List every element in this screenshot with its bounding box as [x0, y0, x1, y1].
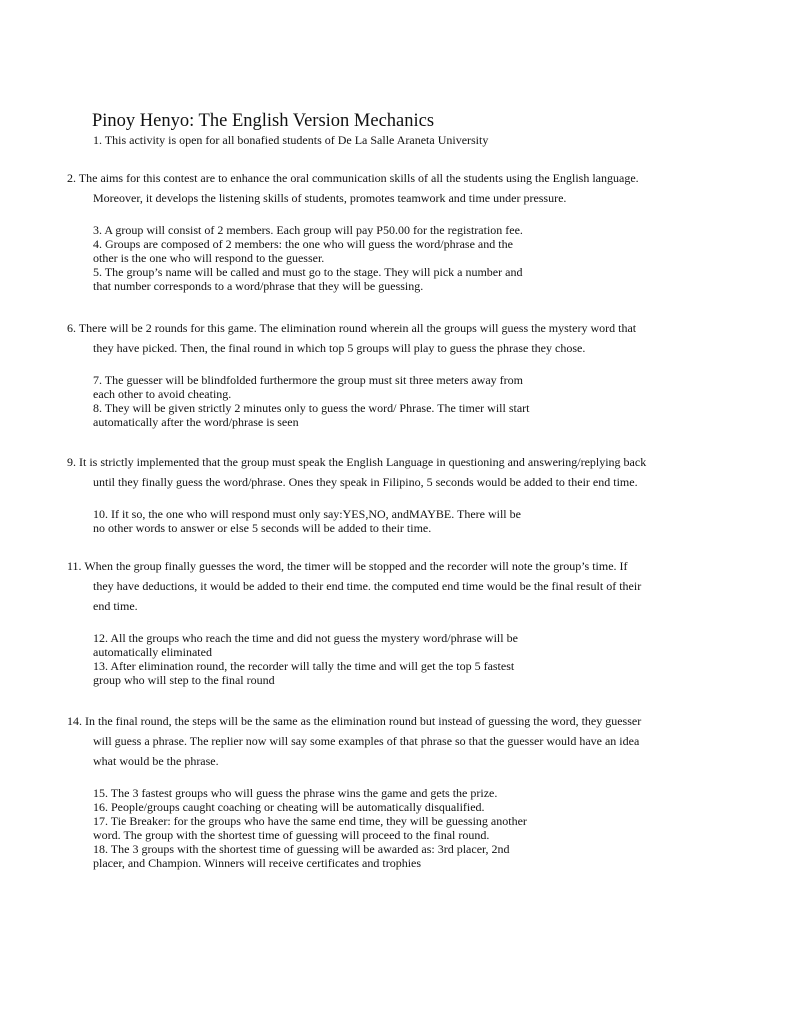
document-title: Pinoy Henyo: The English Version Mechanics: [92, 111, 435, 131]
rule-1: [93, 133, 488, 147]
rule-line: 13. After elimination round, the recorder will tally the time and will get the top 5 fastest: [93, 659, 515, 673]
rule-11: [67, 556, 641, 616]
rule-line: until they finally guess the word/phrase. Ones they speak in Filipino, 5 seconds would be added to their end time.: [93, 475, 638, 489]
rule-line: will guess a phrase. The replier now will say some examples of that phrase so that the guesser would have an idea: [93, 734, 640, 748]
rule-line: group who will step to the final round: [93, 673, 275, 687]
rules-3-5: [93, 223, 523, 293]
rule-line: 8. They will be given strictly 2 minutes only to guess the word/ Phrase. The timer will start: [93, 401, 530, 415]
rule-line: 3. A group will consist of 2 members. Each group will pay P50.00 for the registration fee.: [93, 223, 523, 237]
rule-line: 5. The group’s name will be called and must go to the stage. They will pick a number and: [93, 265, 523, 279]
rule-line: 15. The 3 fastest groups who will guess the phrase wins the game and gets the prize.: [93, 786, 498, 800]
rule-line: 6. There will be 2 rounds for this game. The elimination round wherein all the groups will guess the mystery word that: [67, 321, 637, 335]
rule-line: Moreover, it develops the listening skills of students, promotes teamwork and time under pressure.: [93, 191, 567, 205]
rule-6: [67, 318, 636, 358]
rule-line: 7. The guesser will be blindfolded furthermore the group must sit three meters away from: [93, 373, 523, 387]
rule-line: other is the one who will respond to the guesser.: [93, 251, 325, 265]
rule-9: [67, 452, 646, 492]
rule-line: each other to avoid cheating.: [93, 387, 232, 401]
rule-line: placer, and Champion. Winners will receive certificates and trophies: [93, 856, 422, 870]
rule-line: 4. Groups are composed of 2 members: the one who will guess the word/phrase and the: [93, 237, 513, 251]
rule-line: word. The group with the shortest time of guessing will proceed to the final round.: [93, 828, 490, 842]
rule-line: they have picked. Then, the final round in which top 5 groups will play to guess the phrase they chose.: [93, 341, 586, 355]
rule-line: 9. It is strictly implemented that the group must speak the English Language in questioning and answering/replying back: [67, 455, 647, 469]
rule-line: 14. In the final round, the steps will be the same as the elimination round but instead of guessing the word, they guesser: [67, 714, 642, 728]
rule-line: automatically after the word/phrase is seen: [93, 415, 299, 429]
rule-line: 11. When the group finally guesses the word, the timer will be stopped and the recorder will note the group’s time. If: [67, 559, 628, 573]
rule-line: 18. The 3 groups with the shortest time of guessing will be awarded as: 3rd placer, 2nd: [93, 842, 510, 856]
rules-15-18: [93, 786, 527, 870]
rule-2: [67, 168, 639, 208]
rule-line: 1. This activity is open for all bonafied students of De La Salle Araneta University: [93, 133, 489, 147]
rule-14: [67, 711, 641, 771]
rule-line: end time.: [93, 599, 138, 613]
rule-line: 10. If it so, the one who will respond must only say:YES,NO, andMAYBE. There will be: [93, 507, 521, 521]
rule-line: no other words to answer or else 5 seconds will be added to their time.: [93, 521, 432, 535]
rule-line: 2. The aims for this contest are to enhance the oral communication skills of all the students using the English language.: [67, 171, 639, 185]
rule-line: what would be the phrase.: [93, 754, 219, 768]
rule-line: 12. All the groups who reach the time and did not guess the mystery word/phrase will be: [93, 631, 518, 645]
rule-line: that number corresponds to a word/phrase that they will be guessing.: [93, 279, 424, 293]
rule-line: 16. People/groups caught coaching or cheating will be automatically disqualified.: [93, 800, 485, 814]
rules-12-13: [93, 631, 518, 687]
rule-10: [93, 507, 521, 535]
rule-line: they have deductions, it would be added to their end time. the computed end time would be the final result of their: [93, 579, 642, 593]
rule-line: automatically eliminated: [93, 645, 212, 659]
rule-line: 17. Tie Breaker: for the groups who have the same end time, they will be guessing another: [93, 814, 527, 828]
rules-7-8: [93, 373, 530, 429]
